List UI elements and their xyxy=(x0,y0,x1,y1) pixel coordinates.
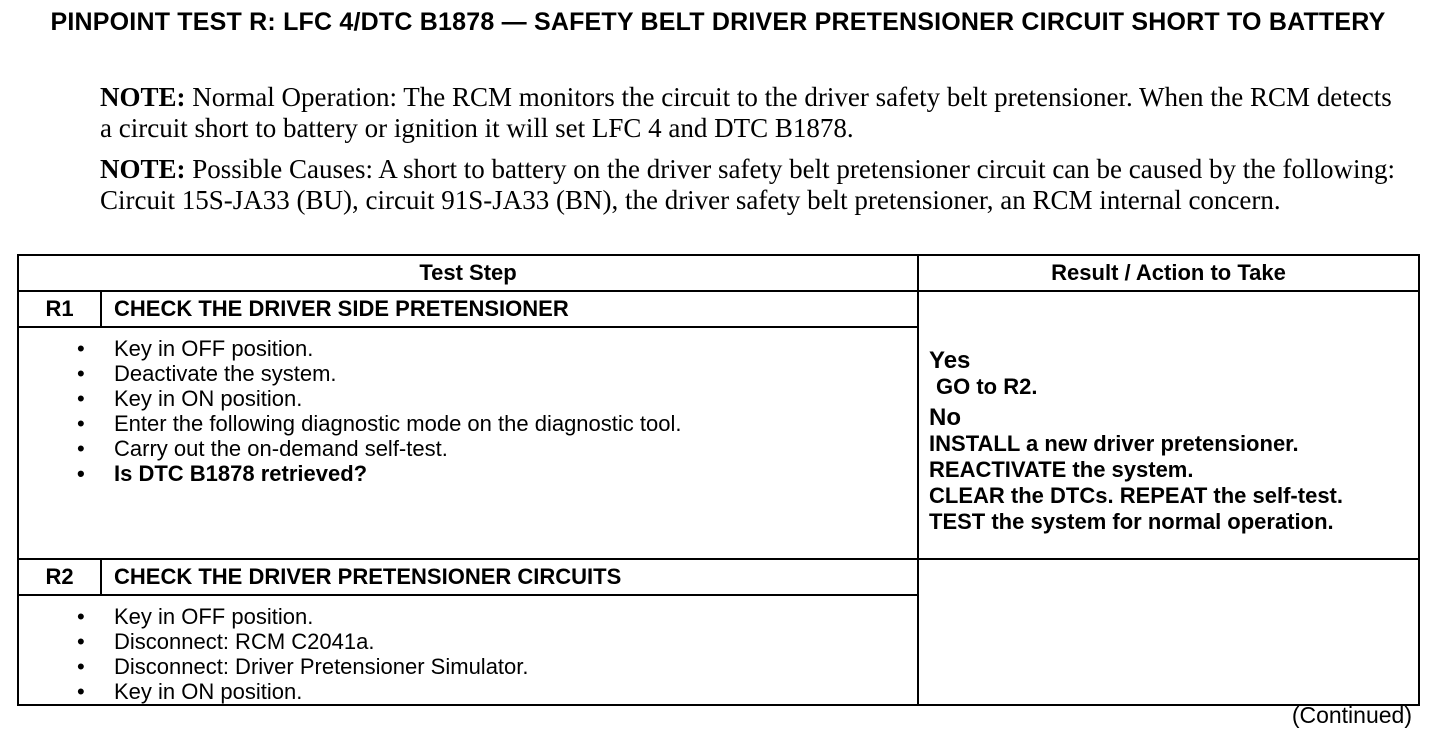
list-item: • Deactivate the system. xyxy=(114,361,917,386)
list-item: • Key in ON position. xyxy=(114,386,917,411)
result-no-actions xyxy=(929,431,1418,535)
header-test-step: Test Step xyxy=(18,255,918,291)
list-item: • Key in OFF position. xyxy=(114,604,917,629)
page-title: PINPOINT TEST R: LFC 4/DTC B1878 — SAFETY BELT DRIVER PRETENSIONER CIRCUIT SHORT TO BATTERY xyxy=(50,8,1386,36)
header-result-action: Result / Action to Take xyxy=(918,255,1419,291)
result-action-line: TEST the system for normal operation. xyxy=(929,508,1334,534)
continued-label: (Continued) xyxy=(1291,702,1412,728)
notes-section xyxy=(100,82,1400,226)
step-question: • Is DTC B1878 retrieved? xyxy=(114,461,917,486)
step-title: CHECK THE DRIVER SIDE PRETENSIONER xyxy=(101,291,918,327)
list-item: • Key in ON position. xyxy=(114,679,917,704)
step-instructions xyxy=(18,327,918,559)
note-normal-operation xyxy=(100,82,1400,144)
instruction-list xyxy=(19,336,917,486)
list-item: • Key in OFF position. xyxy=(114,336,917,361)
list-item: • Disconnect: Driver Pretensioner Simulator. xyxy=(114,654,917,679)
step-title: CHECK THE DRIVER PRETENSIONER CIRCUITS xyxy=(101,559,918,595)
pinpoint-test-table xyxy=(17,254,1420,706)
note-label: NOTE: xyxy=(100,154,186,184)
note-label: NOTE: xyxy=(100,82,186,112)
step-row-r2 xyxy=(18,559,1419,595)
result-no-label: No xyxy=(929,403,962,431)
result-action-line: CLEAR the DTCs. REPEAT the self-test. xyxy=(929,482,1343,508)
note-possible-causes xyxy=(100,154,1400,216)
note-text: Normal Operation: The RCM monitors the circuit to the driver safety belt pretensioner. When the RCM detects a circuit short to battery or ignition it will set LFC 4 and DTC B1878. xyxy=(100,82,1392,143)
instruction-list xyxy=(19,604,917,704)
note-text: Possible Causes: A short to battery on the driver safety belt pretensioner circuit can be caused by the following: Circuit 15S-JA33 (BU), circuit 91S-JA33 (BN), the driver safety belt pretensioner, an RCM internal concern. xyxy=(100,154,1395,215)
result-action-line: INSTALL a new driver pretensioner. xyxy=(929,430,1299,456)
list-item: • Carry out the on-demand self-test. xyxy=(114,436,917,461)
step-result-r1 xyxy=(918,291,1419,559)
result-yes-action: GO to R2. xyxy=(936,373,1038,399)
step-id: R2 xyxy=(18,559,101,595)
list-item: • Enter the following diagnostic mode on the diagnostic tool. xyxy=(114,411,917,436)
step-result-r2 xyxy=(918,559,1419,705)
step-instructions xyxy=(18,595,918,705)
step-id: R1 xyxy=(18,291,101,327)
result-action-line: REACTIVATE the system. xyxy=(929,456,1194,482)
result-yes-label: Yes xyxy=(929,346,971,374)
step-row-r1 xyxy=(18,291,1419,327)
list-item: • Disconnect: RCM C2041a. xyxy=(114,629,917,654)
table-header-row xyxy=(18,255,1419,291)
